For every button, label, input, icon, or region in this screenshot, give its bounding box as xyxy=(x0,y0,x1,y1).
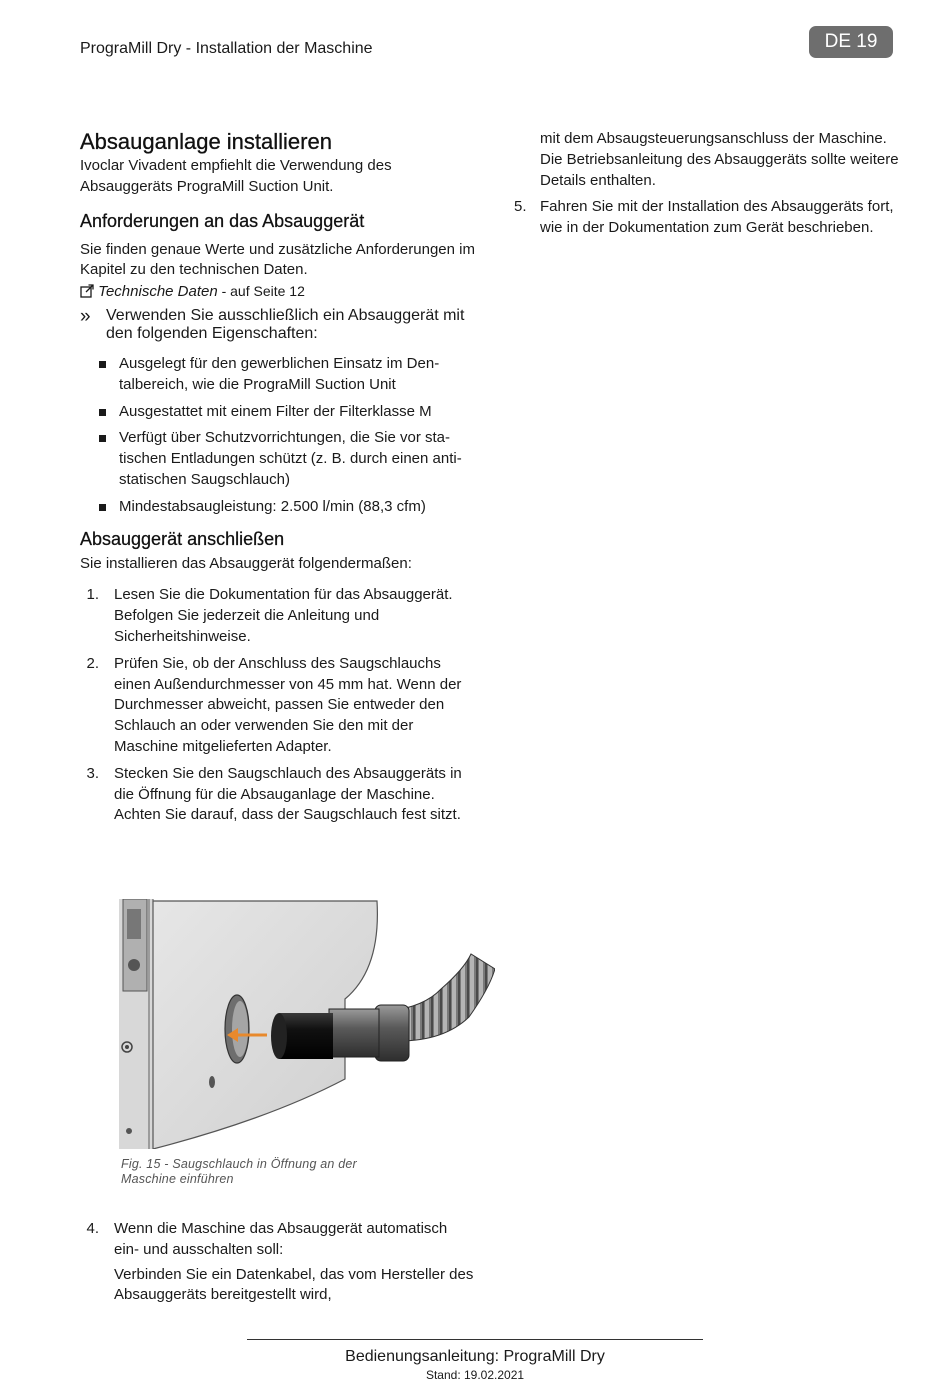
action-text: Verwenden Sie ausschließlich ein Absauggerät mit den folgenden Eigenschaften: xyxy=(106,306,465,342)
step-item: 3. Stecken Sie den Saugschlauch des Absauggeräts in die Öffnung für die Absauganlage der Maschine. Achten Sie darauf, dass der Saugschlauch fest sitzt. xyxy=(86,764,462,824)
bullet-icon xyxy=(99,409,106,416)
right-column xyxy=(514,129,904,245)
steps-list xyxy=(80,585,475,826)
external-link-icon xyxy=(80,284,94,298)
step-item: 4. Wenn die Maschine das Absauggerät automatisch ein- und ausschalten soll: Verbinden Sie ein Datenkabel, das vom Hersteller des Absauggeräts bereitgestellt wird, xyxy=(80,1219,475,1306)
figure-caption-line2: Maschine einführen xyxy=(121,1172,234,1186)
header-title: PrograMill Dry - Installation der Maschine xyxy=(80,40,373,57)
step4-text: Wenn die Maschine das Absauggerät automatisch ein- und ausschalten soll: xyxy=(114,1220,448,1258)
requirements-heading: Anforderungen an das Absauggerät xyxy=(80,210,365,231)
figure-suction-hose xyxy=(119,899,495,1149)
xref-page: - auf Seite 12 xyxy=(217,283,305,300)
bullet-icon xyxy=(99,504,106,511)
step-item: 1. Lesen Sie die Dokumentation für das Absauggerät. Befolgen Sie jederzeit die Anleitung und Sicherheitshinweise. xyxy=(86,586,453,645)
requirements-text: Sie finden genaue Werte und zusätzliche Anforderungen im Kapitel zu den technischen Daten. xyxy=(80,240,475,279)
list-item: Ausgelegt für den gewerblichen Einsatz im Dentalbereich, wie die PrograMill Suction Unit xyxy=(99,354,475,396)
figure-caption-line1: Fig. 15 - Saugschlauch in Öffnung an der xyxy=(121,1157,357,1171)
list-item: Verfügt über Schutzvorrichtungen, die Sie vor statischen Entladungen schützt (z. B. durch einen anti-statischen Saugschlauch) xyxy=(99,428,475,490)
connect-intro: Sie installieren das Absauggerät folgendermaßen: xyxy=(80,554,412,572)
xref-label[interactable]: Technische Daten xyxy=(98,283,218,301)
footer-title: Bedienungsanleitung: PrograMill Dry xyxy=(345,1348,605,1365)
left-column xyxy=(80,128,475,832)
list-item: Mindestabsaugleistung: 2.500 l/min (88,3 cfm) xyxy=(99,497,475,518)
right-continuation: mit dem Absaugsteuerungsanschluss der Maschine. Die Betriebsanleitung des Absauggeräts sollte weitere Details enthalten. xyxy=(540,130,899,189)
cross-reference[interactable] xyxy=(80,281,475,303)
step-item: 5. Fahren Sie mit der Installation des Absauggeräts fort, wie in der Dokumentation zum Gerät beschrieben. xyxy=(514,198,894,237)
machine-hose-illustration xyxy=(119,899,495,1149)
bullet-icon xyxy=(99,435,106,442)
figure-caption xyxy=(121,1157,357,1187)
connect-heading: Absauggerät anschließen xyxy=(80,528,285,549)
section-intro: Ivoclar Vivadent empfiehlt die Verwendung des Absauggeräts PrograMill Suction Unit. xyxy=(80,157,392,195)
section-heading: Absauganlage installieren xyxy=(80,129,332,154)
footer-date: Stand: 19.02.2021 xyxy=(425,1368,525,1381)
step-item: 2. Prüfen Sie, ob der Anschluss des Saugschlauchs einen Außendurchmesser von 45 mm hat. Wenn der Durchmesser abweicht, passen Sie entweder den Schlauch an oder verwenden Sie den mit der Maschine mitgelieferten Adapter. xyxy=(86,654,462,755)
footer-divider xyxy=(247,1339,703,1340)
action-instruction xyxy=(80,307,475,343)
step4-continuation: Verbinden Sie ein Datenkabel, das vom Hersteller des Absauggeräts bereitgestellt wird, xyxy=(114,1265,474,1304)
page-number-badge: DE 19 xyxy=(809,26,893,58)
action-marker-icon: » xyxy=(80,305,91,327)
list-item: Ausgestattet mit einem Filter der Filterklasse M xyxy=(99,402,475,423)
requirements-list xyxy=(99,354,475,518)
step-4 xyxy=(80,1219,475,1312)
bullet-icon xyxy=(99,361,106,368)
